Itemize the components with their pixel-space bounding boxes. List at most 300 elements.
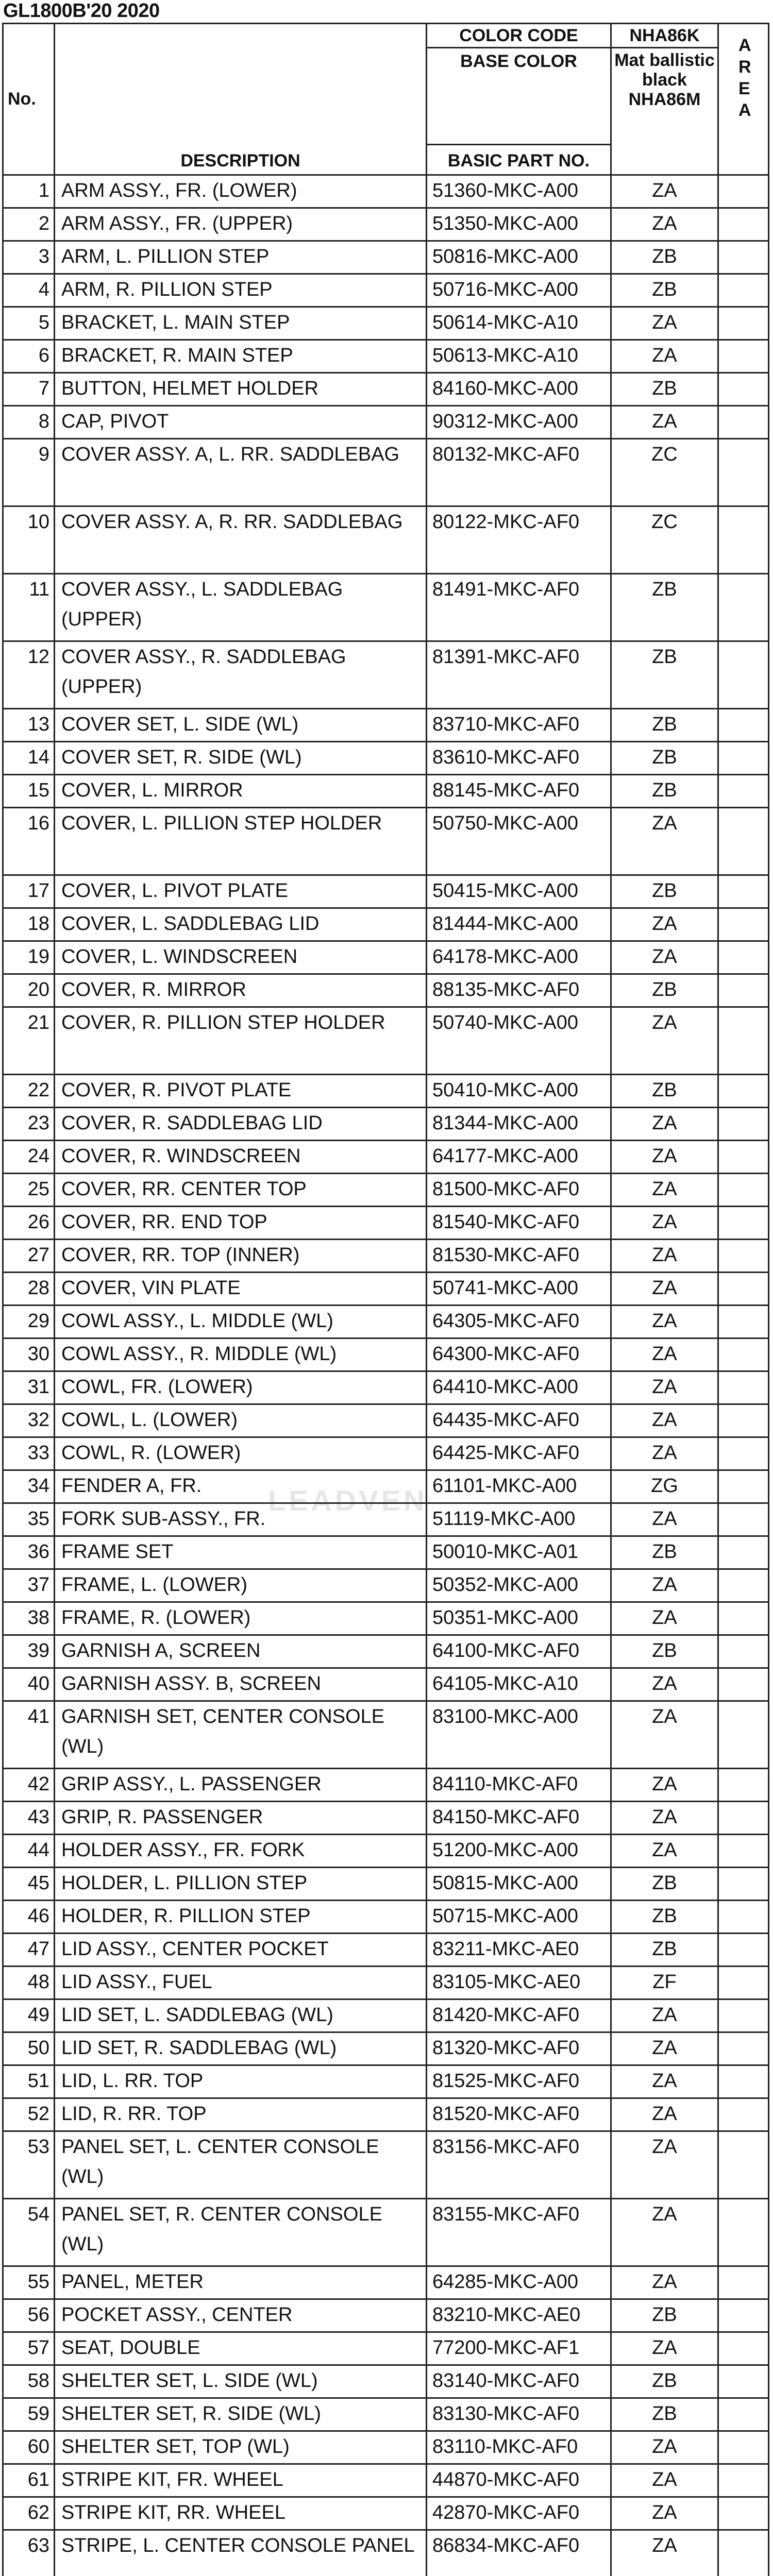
table-row	[3, 742, 769, 775]
color-code-value: ZA	[611, 2464, 718, 2497]
color-code-value: ZA	[611, 1668, 718, 1701]
area-cell	[718, 1769, 769, 1802]
watermark: LEADVEN	[268, 1484, 428, 1517]
color-code-value: ZA	[611, 1371, 718, 1404]
part-no-index: 56	[3, 2299, 55, 2332]
color-code-value: ZA	[611, 1273, 718, 1306]
part-no-index: 13	[3, 709, 55, 742]
part-description: COVER ASSY. A, R. RR. SADDLEBAG	[55, 506, 427, 574]
basic-part-number: 81320-MKC-AF0	[427, 2032, 611, 2065]
parts-table-body	[3, 175, 769, 2576]
color-code-value: ZA	[611, 1569, 718, 1602]
part-description: COWL ASSY., L. MIDDLE (WL)	[55, 1306, 427, 1338]
color-code-value: ZB	[611, 709, 718, 742]
part-no-index: 41	[3, 1701, 55, 1769]
part-description: GRIP ASSY., L. PASSENGER	[55, 1769, 427, 1802]
basic-part-number: 81520-MKC-AF0	[427, 2098, 611, 2131]
area-cell	[718, 1503, 769, 1536]
table-header	[3, 24, 769, 175]
basic-part-number: 51360-MKC-A00	[427, 175, 611, 208]
basic-part-number: 50716-MKC-A00	[427, 274, 611, 307]
area-cell	[718, 1306, 769, 1338]
table-row	[3, 439, 769, 506]
area-cell	[718, 175, 769, 208]
table-row	[3, 1635, 769, 1668]
table-row	[3, 1868, 769, 1901]
basic-part-number: 64425-MKC-AF0	[427, 1437, 611, 1470]
basic-part-number: 83105-MKC-AE0	[427, 1967, 611, 1999]
table-row	[3, 1207, 769, 1240]
table-row	[3, 1901, 769, 1934]
basic-part-number: 83140-MKC-AF0	[427, 2365, 611, 2398]
color-code-value: ZA	[611, 2431, 718, 2464]
part-description: LID, L. RR. TOP	[55, 2065, 427, 2098]
header-color-code-value: NHA86K	[611, 24, 718, 48]
basic-part-number: 51119-MKC-A00	[427, 1503, 611, 1536]
area-cell	[718, 2065, 769, 2098]
part-description: COVER, RR. CENTER TOP	[55, 1174, 427, 1207]
part-description: STRIPE, L. CENTER CONSOLE PANEL	[55, 2530, 427, 2576]
part-no-index: 45	[3, 1868, 55, 1901]
basic-part-number: 61101-MKC-A00	[427, 1470, 611, 1503]
color-code-value: ZA	[611, 1141, 718, 1174]
part-no-index: 46	[3, 1901, 55, 1934]
header-description: DESCRIPTION	[55, 24, 427, 175]
part-no-index: 58	[3, 2365, 55, 2398]
color-code-value: ZA	[611, 908, 718, 941]
part-description: COWL, FR. (LOWER)	[55, 1371, 427, 1404]
area-cell	[718, 1338, 769, 1371]
basic-part-number: 50815-MKC-A00	[427, 1868, 611, 1901]
area-cell	[718, 1007, 769, 1075]
part-description: LID ASSY., CENTER POCKET	[55, 1934, 427, 1967]
basic-part-number: 64410-MKC-A00	[427, 1371, 611, 1404]
table-row	[3, 1306, 769, 1338]
basic-part-number: 83610-MKC-AF0	[427, 742, 611, 775]
area-cell	[718, 1569, 769, 1602]
part-description: FRAME, L. (LOWER)	[55, 1569, 427, 1602]
color-code-value: ZB	[611, 574, 718, 641]
part-description: STRIPE KIT, RR. WHEEL	[55, 2497, 427, 2530]
part-no-index: 25	[3, 1174, 55, 1207]
part-description: COVER, VIN PLATE	[55, 1273, 427, 1306]
basic-part-number: 50351-MKC-A00	[427, 1602, 611, 1635]
table-row	[3, 1967, 769, 1999]
basic-part-number: 81500-MKC-AF0	[427, 1174, 611, 1207]
part-no-index: 19	[3, 941, 55, 974]
table-row	[3, 1404, 769, 1437]
table-row	[3, 1108, 769, 1141]
basic-part-number: 64100-MKC-AF0	[427, 1635, 611, 1668]
table-row	[3, 307, 769, 340]
area-cell	[718, 1437, 769, 1470]
color-code-value: ZB	[611, 875, 718, 908]
part-no-index: 23	[3, 1108, 55, 1141]
basic-part-number: 44870-MKC-AF0	[427, 2464, 611, 2497]
part-description: GARNISH SET, CENTER CONSOLE (WL)	[55, 1701, 427, 1769]
basic-part-number: 50614-MKC-A10	[427, 307, 611, 340]
part-description: COVER ASSY., L. SADDLEBAG (UPPER)	[55, 574, 427, 641]
part-description: HOLDER ASSY., FR. FORK	[55, 1835, 427, 1868]
basic-part-number: 83156-MKC-AF0	[427, 2131, 611, 2199]
part-description: SHELTER SET, R. SIDE (WL)	[55, 2398, 427, 2431]
part-description: SHELTER SET, TOP (WL)	[55, 2431, 427, 2464]
basic-part-number: 81344-MKC-A00	[427, 1108, 611, 1141]
part-description: PANEL, METER	[55, 2266, 427, 2299]
part-no-index: 61	[3, 2464, 55, 2497]
color-code-value: ZA	[611, 1207, 718, 1240]
area-cell	[718, 2131, 769, 2199]
part-description: COVER, R. WINDSCREEN	[55, 1141, 427, 1174]
color-code-value: ZA	[611, 2266, 718, 2299]
part-no-index: 24	[3, 1141, 55, 1174]
basic-part-number: 83710-MKC-AF0	[427, 709, 611, 742]
part-no-index: 39	[3, 1635, 55, 1668]
color-code-value: ZB	[611, 1075, 718, 1108]
table-row	[3, 2032, 769, 2065]
basic-part-number: 81420-MKC-AF0	[427, 1999, 611, 2032]
table-row	[3, 1075, 769, 1108]
area-cell	[718, 1075, 769, 1108]
part-description: BRACKET, R. MAIN STEP	[55, 340, 427, 373]
table-row	[3, 908, 769, 941]
part-description: SHELTER SET, L. SIDE (WL)	[55, 2365, 427, 2398]
color-code-value: ZA	[611, 1338, 718, 1371]
basic-part-number: 84150-MKC-AF0	[427, 1802, 611, 1835]
table-row	[3, 1802, 769, 1835]
color-code-value: ZB	[611, 1901, 718, 1934]
table-row	[3, 1503, 769, 1536]
basic-part-number: 90312-MKC-A00	[427, 406, 611, 439]
part-description: COVER, RR. END TOP	[55, 1207, 427, 1240]
part-no-index: 57	[3, 2332, 55, 2365]
part-no-index: 11	[3, 574, 55, 641]
area-cell	[718, 1536, 769, 1569]
color-code-value: ZB	[611, 1868, 718, 1901]
color-code-value: ZG	[611, 1470, 718, 1503]
color-code-value: ZF	[611, 1967, 718, 1999]
table-row	[3, 1437, 769, 1470]
part-no-index: 28	[3, 1273, 55, 1306]
table-row	[3, 2131, 769, 2199]
document-title: GL1800B'20 2020	[3, 0, 160, 22]
table-row	[3, 1701, 769, 1769]
basic-part-number: 51350-MKC-A00	[427, 208, 611, 241]
part-description: HOLDER, L. PILLION STEP	[55, 1868, 427, 1901]
basic-part-number: 81540-MKC-AF0	[427, 1207, 611, 1240]
area-cell	[718, 974, 769, 1007]
part-description: COVER, L. PIVOT PLATE	[55, 875, 427, 908]
basic-part-number: 84160-MKC-A00	[427, 373, 611, 406]
table-row	[3, 1240, 769, 1273]
part-description: COVER, R. SADDLEBAG LID	[55, 1108, 427, 1141]
part-no-index: 35	[3, 1503, 55, 1536]
part-no-index: 30	[3, 1338, 55, 1371]
color-code-value: ZB	[611, 1536, 718, 1569]
table-row	[3, 2065, 769, 2098]
basic-part-number: 64300-MKC-AF0	[427, 1338, 611, 1371]
basic-part-number: 80132-MKC-AF0	[427, 439, 611, 506]
table-row	[3, 1835, 769, 1868]
header-divider	[427, 144, 610, 145]
part-no-index: 33	[3, 1437, 55, 1470]
color-code-value: ZA	[611, 2131, 718, 2199]
area-cell	[718, 208, 769, 241]
area-cell	[718, 1967, 769, 1999]
table-row	[3, 1769, 769, 1802]
area-cell	[718, 439, 769, 506]
table-row	[3, 175, 769, 208]
part-no-index: 7	[3, 373, 55, 406]
color-code-value: ZB	[611, 241, 718, 274]
color-code-value: ZA	[611, 2199, 718, 2266]
header-base-color-value: Mat ballistic black NHA86M	[611, 48, 718, 175]
basic-part-number: 83210-MKC-AE0	[427, 2299, 611, 2332]
color-code-value: ZA	[611, 941, 718, 974]
color-code-value: ZA	[611, 2032, 718, 2065]
part-no-index: 1	[3, 175, 55, 208]
color-code-value: ZA	[611, 2065, 718, 2098]
header-color-code: COLOR CODE	[427, 24, 611, 48]
color-code-value: ZC	[611, 439, 718, 506]
basic-part-number: 64305-MKC-AF0	[427, 1306, 611, 1338]
color-code-value: ZB	[611, 274, 718, 307]
color-code-value: ZB	[611, 641, 718, 709]
part-description: COWL ASSY., R. MIDDLE (WL)	[55, 1338, 427, 1371]
color-code-value: ZA	[611, 1404, 718, 1437]
basic-part-number: 83110-MKC-AF0	[427, 2431, 611, 2464]
basic-part-number: 50410-MKC-A00	[427, 1075, 611, 1108]
table-row	[3, 941, 769, 974]
part-description: COVER, L. PILLION STEP HOLDER	[55, 808, 427, 875]
part-no-index: 16	[3, 808, 55, 875]
color-code-value: ZA	[611, 1835, 718, 1868]
part-description: LID SET, L. SADDLEBAG (WL)	[55, 1999, 427, 2032]
part-description: COVER, R. PILLION STEP HOLDER	[55, 1007, 427, 1075]
part-no-index: 47	[3, 1934, 55, 1967]
color-code-value: ZA	[611, 1602, 718, 1635]
basic-part-number: 81444-MKC-A00	[427, 908, 611, 941]
area-cell	[718, 2299, 769, 2332]
area-cell	[718, 274, 769, 307]
part-no-index: 62	[3, 2497, 55, 2530]
table-row	[3, 1141, 769, 1174]
table-row	[3, 406, 769, 439]
area-cell	[718, 2098, 769, 2131]
basic-part-number: 64435-MKC-AF0	[427, 1404, 611, 1437]
part-no-index: 9	[3, 439, 55, 506]
color-code-value: ZA	[611, 1503, 718, 1536]
area-cell	[718, 1635, 769, 1668]
area-cell	[718, 742, 769, 775]
color-code-value: ZB	[611, 2365, 718, 2398]
part-no-index: 10	[3, 506, 55, 574]
part-no-index: 17	[3, 875, 55, 908]
color-code-value: ZA	[611, 2332, 718, 2365]
area-cell	[718, 1108, 769, 1141]
part-no-index: 14	[3, 742, 55, 775]
part-description: LID, R. RR. TOP	[55, 2098, 427, 2131]
basic-part-number: 64177-MKC-A00	[427, 1141, 611, 1174]
table-row	[3, 641, 769, 709]
area-cell	[718, 2464, 769, 2497]
part-description: FRAME SET	[55, 1536, 427, 1569]
color-code-value: ZB	[611, 1635, 718, 1668]
part-description: COVER SET, L. SIDE (WL)	[55, 709, 427, 742]
part-description: BRACKET, L. MAIN STEP	[55, 307, 427, 340]
area-cell	[718, 1999, 769, 2032]
color-code-value: ZA	[611, 1007, 718, 1075]
part-no-index: 6	[3, 340, 55, 373]
area-cell	[718, 1901, 769, 1934]
basic-part-number: 50741-MKC-A00	[427, 1273, 611, 1306]
color-code-value: ZA	[611, 1999, 718, 2032]
basic-part-number: 83211-MKC-AE0	[427, 1934, 611, 1967]
area-cell	[718, 2431, 769, 2464]
color-code-value: ZB	[611, 1934, 718, 1967]
basic-part-number: 50750-MKC-A00	[427, 808, 611, 875]
part-no-index: 22	[3, 1075, 55, 1108]
area-cell	[718, 775, 769, 808]
part-description: SEAT, DOUBLE	[55, 2332, 427, 2365]
table-row	[3, 1569, 769, 1602]
table-row	[3, 1371, 769, 1404]
part-description: ARM ASSY., FR. (LOWER)	[55, 175, 427, 208]
color-code-value: ZA	[611, 1306, 718, 1338]
table-row	[3, 1999, 769, 2032]
part-description: COVER ASSY., R. SADDLEBAG (UPPER)	[55, 641, 427, 709]
table-row	[3, 208, 769, 241]
part-no-index: 21	[3, 1007, 55, 1075]
area-cell	[718, 1174, 769, 1207]
table-row	[3, 1602, 769, 1635]
part-description: COWL, R. (LOWER)	[55, 1437, 427, 1470]
basic-part-number: 81525-MKC-AF0	[427, 2065, 611, 2098]
part-no-index: 40	[3, 1668, 55, 1701]
part-description: GRIP, R. PASSENGER	[55, 1802, 427, 1835]
table-row	[3, 2431, 769, 2464]
color-code-value: ZA	[611, 1802, 718, 1835]
area-cell	[718, 2365, 769, 2398]
header-basic-part-no: BASIC PART NO.	[447, 151, 590, 171]
area-cell	[718, 641, 769, 709]
basic-part-number: 81491-MKC-AF0	[427, 574, 611, 641]
color-code-value: ZA	[611, 1240, 718, 1273]
color-code-value: ZA	[611, 2098, 718, 2131]
area-cell	[718, 1141, 769, 1174]
table-row	[3, 775, 769, 808]
area-cell	[718, 1273, 769, 1306]
table-row	[3, 1470, 769, 1503]
area-cell	[718, 241, 769, 274]
basic-part-number: 42870-MKC-AF0	[427, 2497, 611, 2530]
part-no-index: 43	[3, 1802, 55, 1835]
color-code-value: ZA	[611, 1174, 718, 1207]
table-row	[3, 2266, 769, 2299]
area-cell	[718, 1668, 769, 1701]
table-row	[3, 241, 769, 274]
part-description: PANEL SET, L. CENTER CONSOLE (WL)	[55, 2131, 427, 2199]
part-no-index: 4	[3, 274, 55, 307]
table-row	[3, 2098, 769, 2131]
table-row	[3, 373, 769, 406]
table-row	[3, 974, 769, 1007]
area-cell	[718, 2398, 769, 2431]
color-code-value: ZA	[611, 208, 718, 241]
part-no-index: 18	[3, 908, 55, 941]
part-description: GARNISH ASSY. B, SCREEN	[55, 1668, 427, 1701]
header-base-color: BASE COLOR	[460, 52, 577, 71]
basic-part-number: 50352-MKC-A00	[427, 1569, 611, 1602]
part-no-index: 63	[3, 2530, 55, 2576]
part-no-index: 27	[3, 1240, 55, 1273]
part-no-index: 3	[3, 241, 55, 274]
part-description: FRAME, R. (LOWER)	[55, 1602, 427, 1635]
part-no-index: 60	[3, 2431, 55, 2464]
area-cell	[718, 2199, 769, 2266]
part-no-index: 26	[3, 1207, 55, 1240]
basic-part-number: 80122-MKC-AF0	[427, 506, 611, 574]
table-row	[3, 2199, 769, 2266]
basic-part-number: 88145-MKC-AF0	[427, 775, 611, 808]
part-no-index: 34	[3, 1470, 55, 1503]
table-row	[3, 2530, 769, 2576]
part-description: FENDER A, FR.	[55, 1470, 427, 1503]
area-cell	[718, 908, 769, 941]
table-row	[3, 1174, 769, 1207]
area-cell	[718, 1868, 769, 1901]
table-row	[3, 1536, 769, 1569]
basic-part-number: 64178-MKC-A00	[427, 941, 611, 974]
part-no-index: 20	[3, 974, 55, 1007]
area-cell	[718, 1802, 769, 1835]
basic-part-number: 50740-MKC-A00	[427, 1007, 611, 1075]
part-no-index: 59	[3, 2398, 55, 2431]
part-no-index: 36	[3, 1536, 55, 1569]
area-cell	[718, 1371, 769, 1404]
basic-part-number: 50715-MKC-A00	[427, 1901, 611, 1934]
color-code-value: ZA	[611, 808, 718, 875]
part-description: COVER ASSY. A, L. RR. SADDLEBAG	[55, 439, 427, 506]
basic-part-number: 64285-MKC-A00	[427, 2266, 611, 2299]
part-description: ARM, R. PILLION STEP	[55, 274, 427, 307]
part-no-index: 5	[3, 307, 55, 340]
table-row	[3, 2365, 769, 2398]
part-no-index: 55	[3, 2266, 55, 2299]
part-no-index: 29	[3, 1306, 55, 1338]
area-cell	[718, 941, 769, 974]
table-row	[3, 1338, 769, 1371]
part-description: COVER, L. MIRROR	[55, 775, 427, 808]
part-description: COVER, L. WINDSCREEN	[55, 941, 427, 974]
basic-part-number: 50415-MKC-A00	[427, 875, 611, 908]
basic-part-number: 84110-MKC-AF0	[427, 1769, 611, 1802]
part-no-index: 48	[3, 1967, 55, 1999]
parts-table	[2, 23, 769, 2576]
color-code-value: ZA	[611, 2530, 718, 2576]
area-cell	[718, 1934, 769, 1967]
part-no-index: 12	[3, 641, 55, 709]
part-no-index: 2	[3, 208, 55, 241]
color-code-value: ZA	[611, 175, 718, 208]
part-description: COVER SET, R. SIDE (WL)	[55, 742, 427, 775]
table-row	[3, 574, 769, 641]
part-no-index: 52	[3, 2098, 55, 2131]
table-row	[3, 2497, 769, 2530]
color-code-value: ZB	[611, 2398, 718, 2431]
area-cell	[718, 1701, 769, 1769]
basic-part-number: 83130-MKC-AF0	[427, 2398, 611, 2431]
